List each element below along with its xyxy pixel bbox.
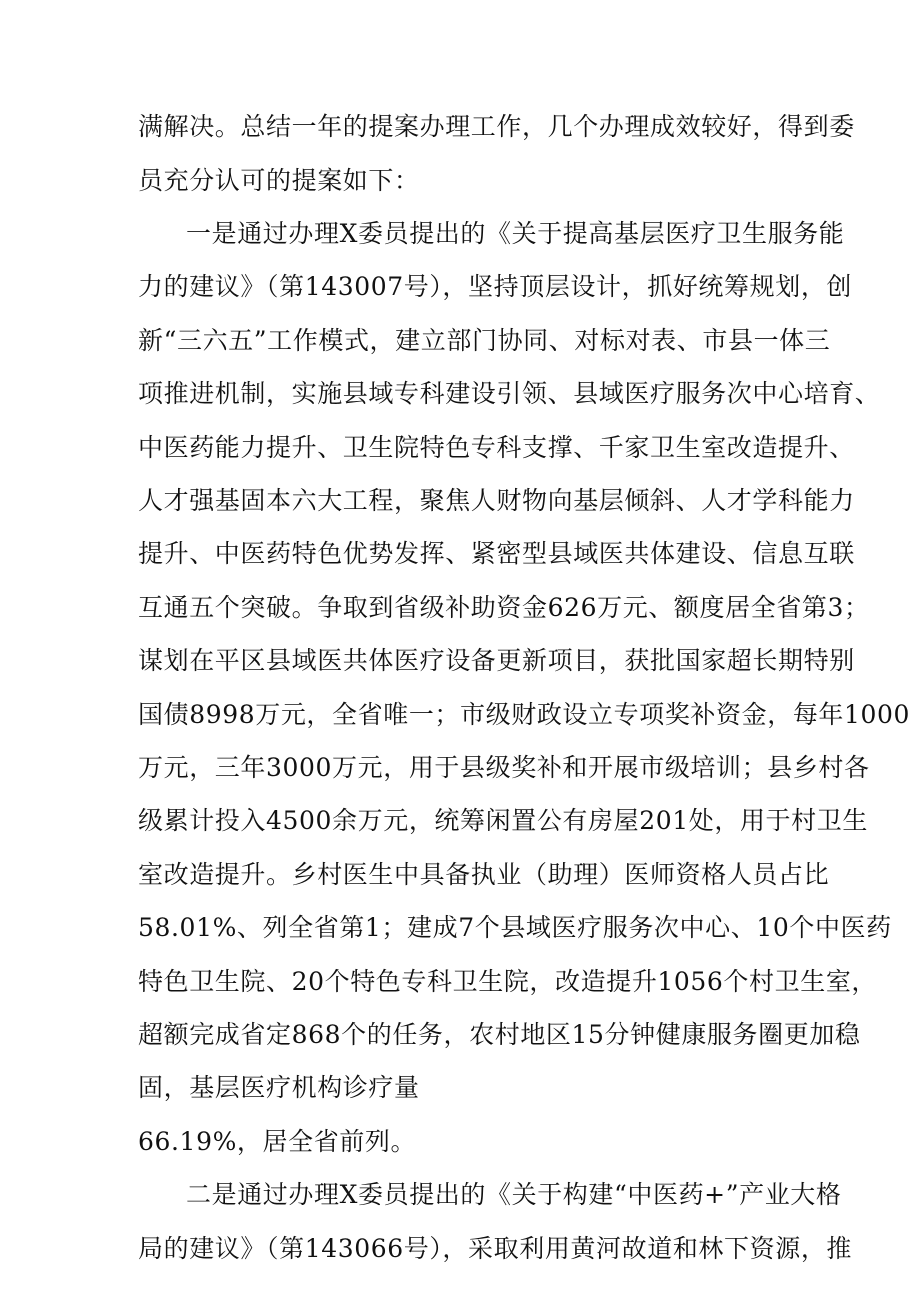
body-text-line: 室改造提升。乡村医生中具备执业（助理）医师资格人员占比 — [138, 860, 830, 889]
body-text-line: 国债8998万元，全省唯一；市级财政设立专项奖补资金，每年1000 — [138, 700, 911, 729]
body-text-line: 人才强基固本六大工程，聚焦人财物向基层倾斜、人才学科能力 — [138, 486, 855, 515]
body-text-line: 万元，三年3000万元，用于县级奖补和开展市级培训；县乡村各 — [138, 753, 870, 782]
body-text-line: 力的建议》（第143007号），坚持顶层设计，抓好统筹规划，创 — [138, 272, 853, 301]
paragraph-first-line: 一是通过办理X委员提出的《关于提高基层医疗卫生服务能 — [186, 219, 845, 248]
body-text-line: 满解决。总结一年的提案办理工作，几个办理成效较好，得到委 — [138, 112, 855, 141]
body-text-line: 特色卫生院、20个特色专科卫生院，改造提升1056个村卫生室， — [138, 967, 878, 996]
body-text-line: 员充分认可的提案如下： — [138, 166, 420, 195]
body-text-line: 66.19%，居全省前列。 — [138, 1127, 417, 1156]
paragraph-first-line: 二是通过办理X委员提出的《关于构建“中医药+”产业大格 — [186, 1180, 842, 1209]
body-text-line: 固，基层医疗机构诊疗量 — [138, 1073, 420, 1102]
body-text-line: 超额完成省定868个的任务，农村地区15分钟健康服务圈更加稳 — [138, 1020, 861, 1049]
body-text-line: 提升、中医药特色优势发挥、紧密型县域医共体建设、信息互联 — [138, 539, 855, 568]
body-text-line: 局的建议》（第143066号），采取利用黄河故道和林下资源，推 — [138, 1234, 853, 1263]
body-text-line: 互通五个突破。争取到省级补助资金626万元、额度居全省第3； — [138, 593, 870, 622]
body-text-line: 中医药能力提升、卫生院特色专科支撑、千家卫生室改造提升、 — [138, 433, 855, 462]
body-text-line: 级累计投入4500余万元，统筹闲置公有房屋201处，用于村卫生 — [138, 806, 868, 835]
body-text-line: 58.01%、列全省第1；建成7个县域医疗服务次中心、10个中医药 — [138, 913, 892, 942]
body-text-line: 项推进机制，实施县域专科建设引领、县域医疗服务次中心培育、 — [138, 379, 881, 408]
body-text-line: 谋划在平区县域医共体医疗设备更新项目，获批国家超长期特别 — [138, 646, 855, 675]
body-text-line: 新“三六五”工作模式，建立部门协同、对标对表、市县一体三 — [138, 326, 831, 355]
